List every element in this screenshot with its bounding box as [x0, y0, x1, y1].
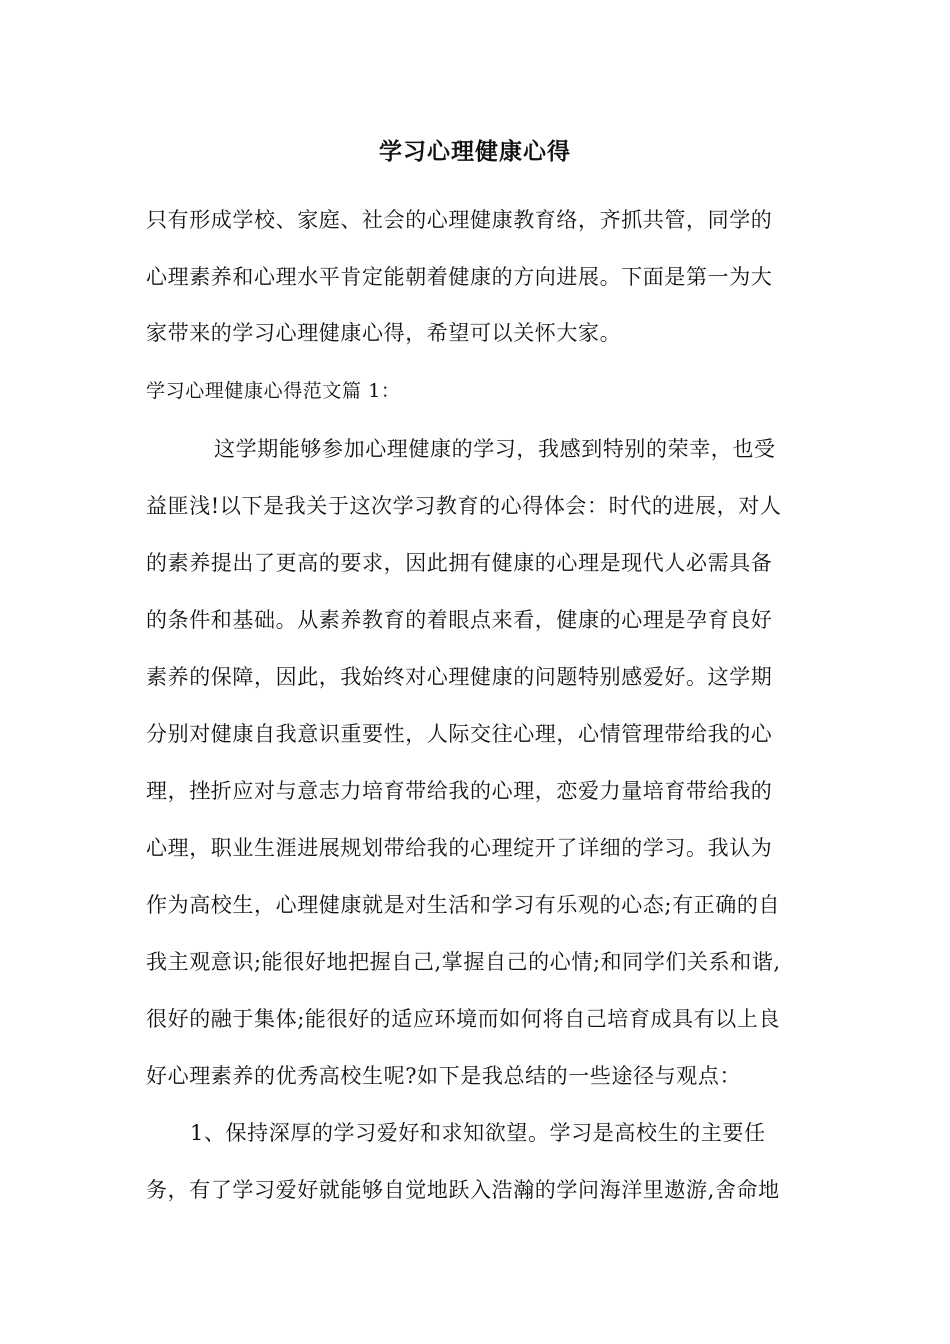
paragraph1-line-8: 心理，职业生涯进展规划带给我的心理绽开了详细的学习。我认为 — [146, 836, 773, 860]
intro-line-3: 家带来的学习心理健康心得，希望可以关怀大家。 — [146, 321, 622, 345]
paragraph1-line-5: 素养的保障，因此，我始终对心理健康的问题特别感爱好。这学期 — [146, 665, 773, 689]
paragraph1-line-1: 这学期能够参加心理健康的学习，我感到特别的荣幸，也受 — [214, 437, 776, 461]
paragraph2-line-2: 务，有了学习爱好就能够自觉地跃入浩瀚的学问海洋里遨游,舍命地 — [146, 1178, 780, 1202]
paragraph1-line-6: 分别对健康自我意识重要性，人际交往心理，心情管理带给我的心 — [146, 722, 773, 746]
paragraph1-line-11: 很好的融于集体;能很好的适应环境而如何将自己培育成具有以上良 — [146, 1007, 781, 1031]
intro-line-2: 心理素养和心理水平肯定能朝着健康的方向进展。下面是第一为大 — [146, 265, 773, 289]
paragraph1-line-7: 理，挫折应对与意志力培育带给我的心理，恋爱力量培育带给我的 — [146, 779, 773, 803]
paragraph1-line-10: 我主观意识;能很好地把握自己,掌握自己的心情;和同学们关系和谐, — [146, 950, 781, 974]
document-title: 学习心理健康心得 — [379, 138, 571, 165]
paragraph1-line-4: 的条件和基础。从素养教育的着眼点来看，健康的心理是孕育良好 — [146, 608, 773, 632]
paragraph2-line-1: 1、保持深厚的学习爱好和求知欲望。学习是高校生的主要任 — [190, 1121, 766, 1145]
paragraph1-line-2: 益匪浅!以下是我关于这次学习教育的心得体会：时代的进展，对人 — [146, 494, 782, 518]
paragraph1-line-9: 作为高校生，心理健康就是对生活和学习有乐观的心态;有正确的自 — [146, 893, 781, 917]
intro-line-1: 只有形成学校、家庭、社会的心理健康教育络，齐抓共管，同学的 — [146, 208, 773, 232]
paragraph1-line-12: 好心理素养的优秀高校生呢?如下是我总结的一些途径与观点： — [146, 1064, 742, 1088]
paragraph1-line-3: 的素养提出了更高的要求，因此拥有健康的心理是现代人必需具备 — [146, 551, 773, 575]
section-heading: 学习心理健康心得范文篇 1： — [146, 380, 401, 402]
